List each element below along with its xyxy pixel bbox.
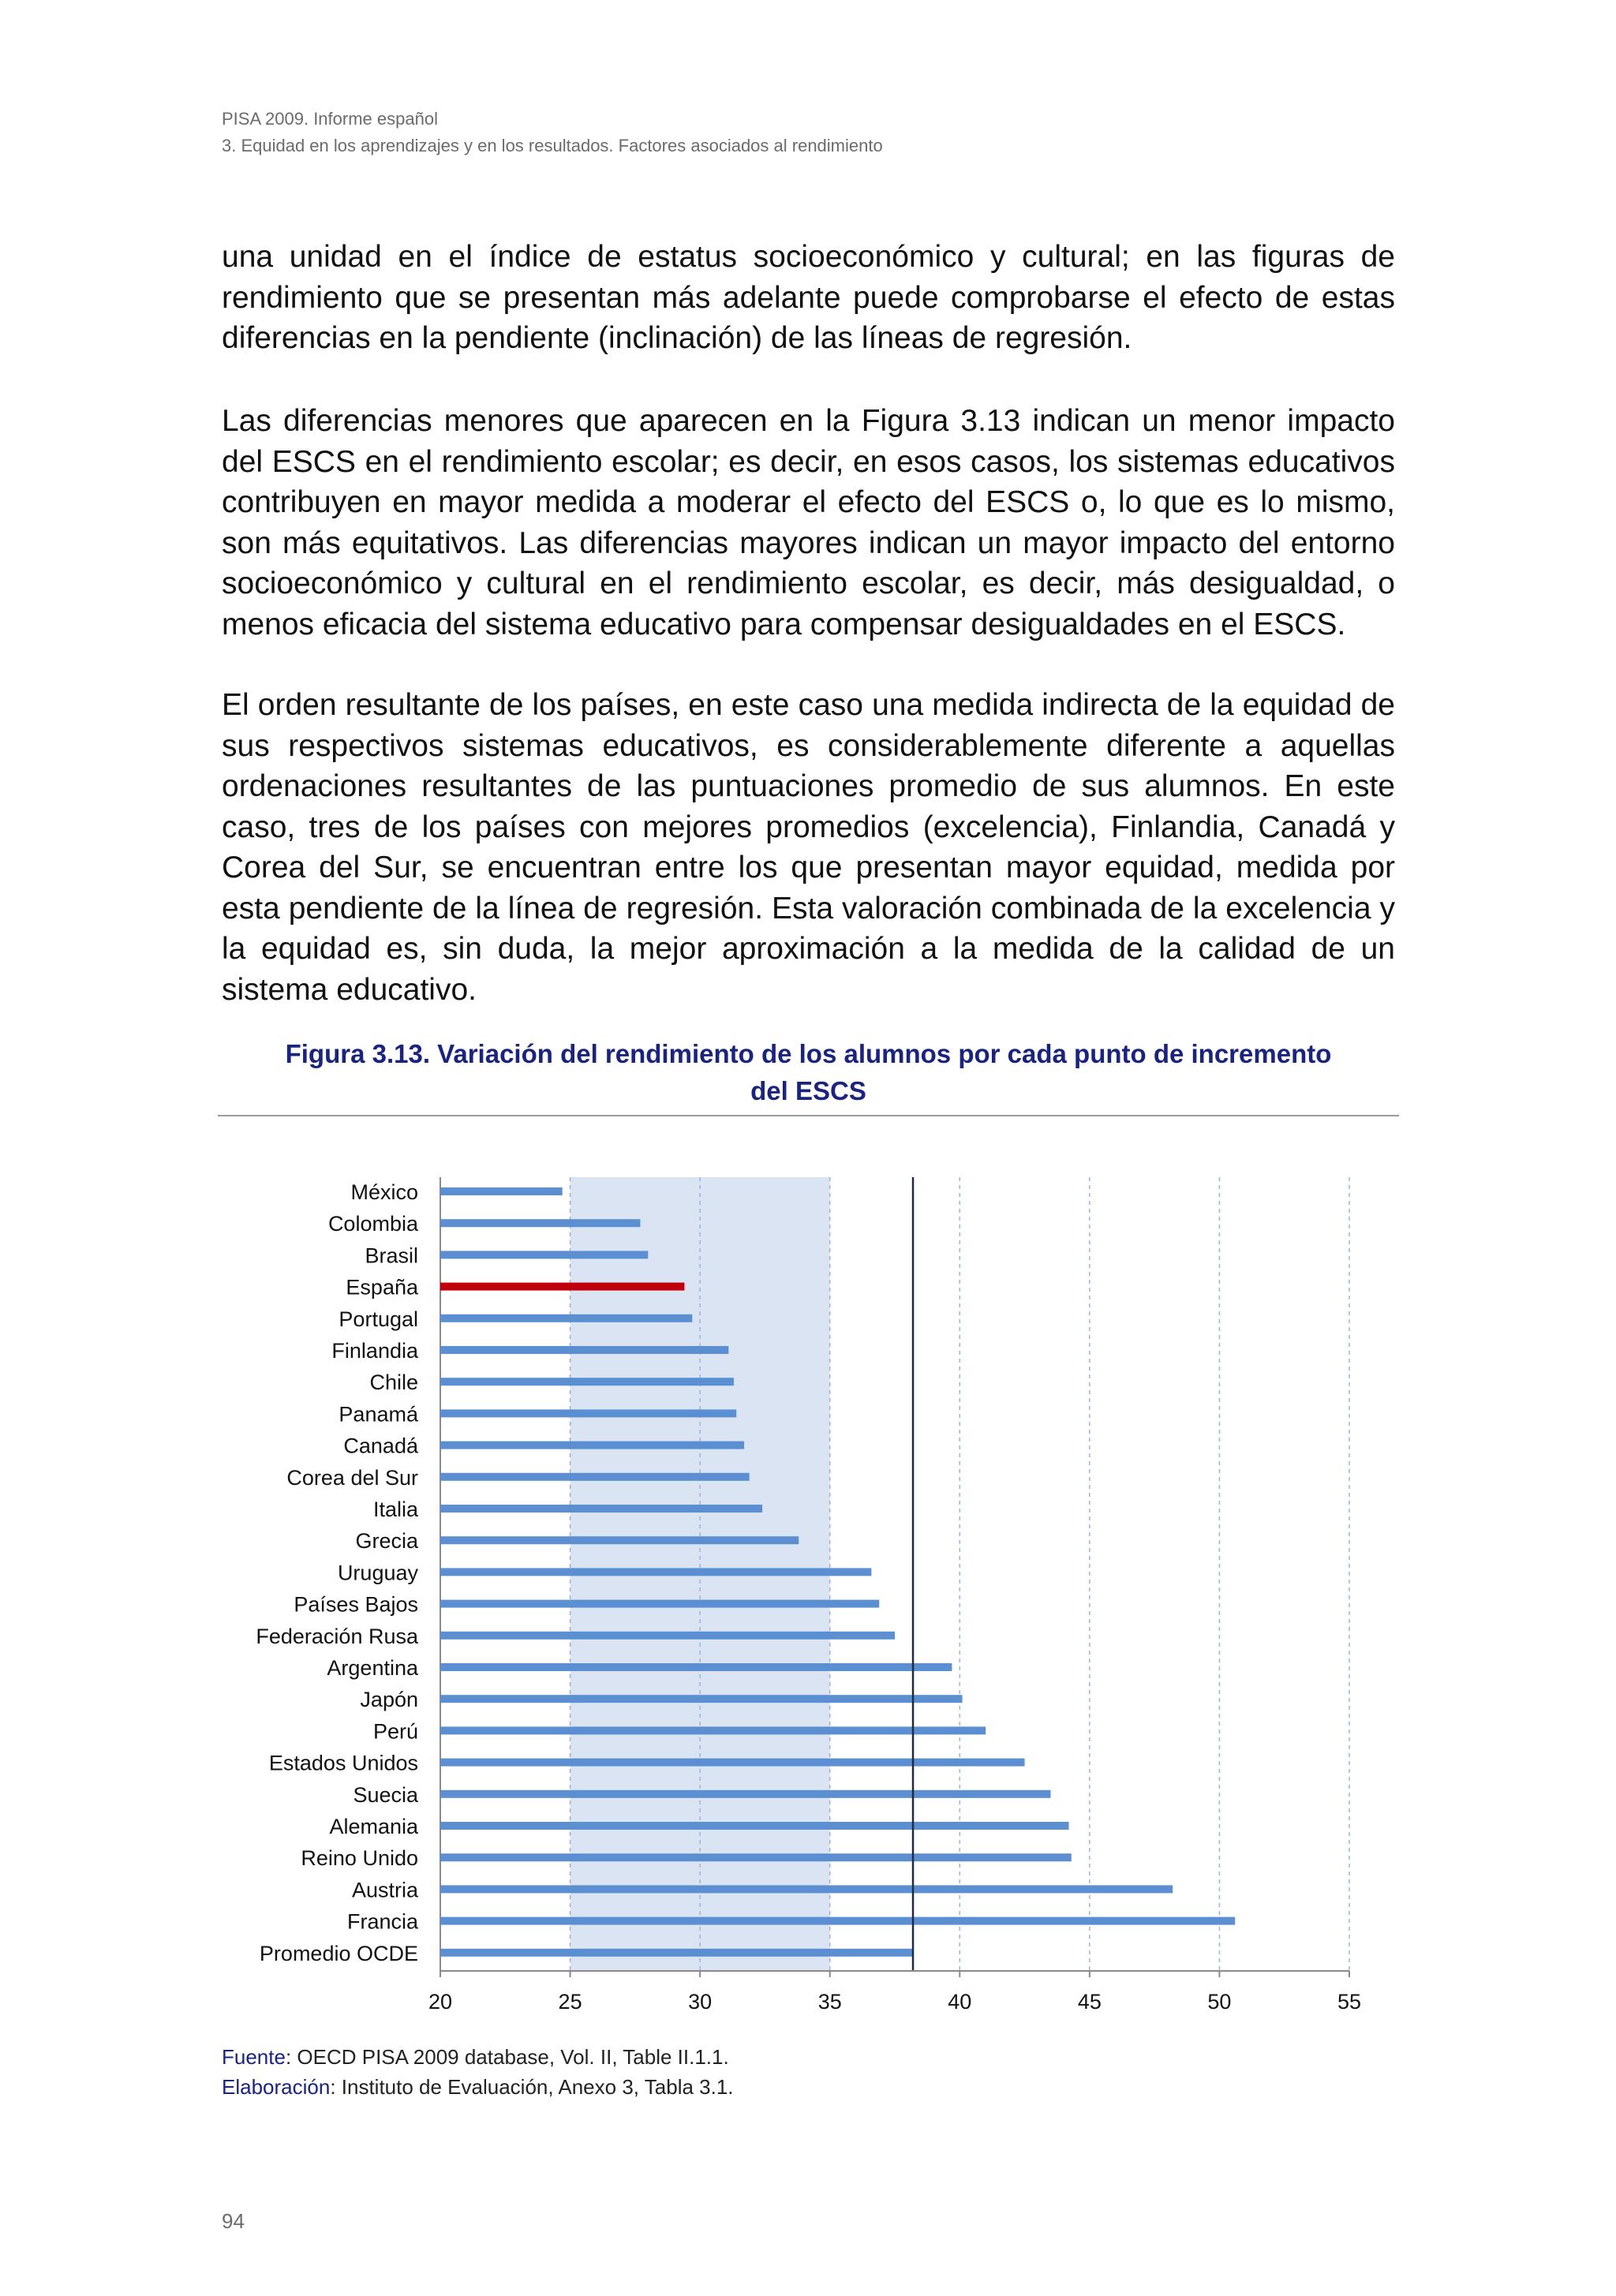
category-label: Canadá xyxy=(343,1434,418,1458)
page-number: 94 xyxy=(222,2209,245,2233)
category-label: Francia xyxy=(346,1909,418,1934)
elaboration-line xyxy=(222,2072,734,2102)
x-tick-label: 35 xyxy=(817,1990,842,2014)
bar-portugal xyxy=(440,1314,692,1322)
category-label: Estados Unidos xyxy=(268,1751,418,1775)
bar-argentina xyxy=(440,1663,952,1671)
category-label: Panamá xyxy=(339,1402,418,1427)
bar-promedio-ocde xyxy=(440,1949,913,1957)
category-label: Finlandia xyxy=(331,1339,418,1363)
bar-perú xyxy=(440,1726,986,1734)
category-label: Alemania xyxy=(329,1815,418,1838)
figure-source xyxy=(222,2042,734,2102)
bar-canadá xyxy=(440,1442,744,1449)
bar-méxico xyxy=(440,1187,563,1195)
running-header xyxy=(222,106,883,159)
category-label: Países Bajos xyxy=(294,1592,418,1617)
source-line xyxy=(222,2042,734,2072)
paragraph-3: El orden resultante de los países, en este caso una medida indirecta de la equidad de sus respectivos sistemas educativos, es considerablemente diferente a aquellas ordenaciones resultantes de las puntuaciones promedio de sus alumnos. En este caso, tres de los países con mejores promedios (excelencia), Finlandia, Canadá y Corea del Sur, se encuentran entre los que presentan mayor equidad, medida por esta pendiente de la línea de regresión. Esta valoración combinada de la excelencia y la equidad es, sin duda, la mejor aproximación a la medida de la calidad de un sistema educativo. xyxy=(222,688,1395,1007)
x-tick-label: 25 xyxy=(558,1990,582,2014)
source-text: : OECD PISA 2009 database, Vol. II, Table II.1.1. xyxy=(285,2045,729,2069)
category-label: Brasil xyxy=(365,1243,418,1268)
bar-reino-unido xyxy=(440,1853,1072,1861)
category-label: Italia xyxy=(372,1498,418,1521)
category-label: Federación Rusa xyxy=(256,1624,418,1648)
category-label: México xyxy=(350,1180,418,1204)
bar-finlandia xyxy=(440,1346,728,1354)
elaboration-label: Elaboración xyxy=(222,2075,331,2099)
category-label: España xyxy=(346,1275,418,1299)
category-label: Reino Unido xyxy=(301,1846,418,1871)
shaded-band xyxy=(570,1177,830,1971)
figure-title xyxy=(222,1035,1395,1109)
bar-países-bajos xyxy=(440,1600,879,1608)
bar-francia xyxy=(440,1917,1235,1925)
bar-panamá xyxy=(440,1409,736,1417)
figure-divider xyxy=(218,1115,1399,1116)
category-label: Colombia xyxy=(327,1212,418,1236)
bar-japón xyxy=(440,1695,963,1703)
bar-chile xyxy=(440,1378,734,1385)
figure-title-line-1: Figura 3.13. Variación del rendimiento de los alumnos por cada punto de incremento xyxy=(285,1039,1332,1068)
category-label: Corea del Sur xyxy=(286,1465,418,1490)
category-label: Suecia xyxy=(353,1782,418,1807)
paragraph-1: una unidad en el índice de estatus socioeconómico y cultural; en las figuras de rendimiento que se presentan más adelante puede comprobarse el efecto de estas diferencias en la pendiente (inclinación) de las líneas de regresión. xyxy=(222,240,1395,355)
bar-austria xyxy=(440,1885,1173,1893)
bar-italia xyxy=(440,1505,762,1513)
bar-brasil xyxy=(440,1251,648,1258)
category-label: Chile xyxy=(369,1370,418,1395)
category-label: Promedio OCDE xyxy=(259,1941,418,1965)
header-line-1: PISA 2009. Informe español xyxy=(222,109,438,129)
x-tick-label: 40 xyxy=(948,1990,972,2014)
source-label: Fuente xyxy=(222,2045,286,2069)
x-tick-label: 30 xyxy=(688,1990,713,2014)
elaboration-text: : Instituto de Evaluación, Anexo 3, Tabla 3.1. xyxy=(330,2075,734,2099)
category-label: Austria xyxy=(351,1878,418,1902)
x-tick-label: 20 xyxy=(428,1990,453,2014)
bar-grecia xyxy=(440,1536,799,1544)
bar-uruguay xyxy=(440,1568,871,1576)
category-label: Perú xyxy=(372,1719,418,1744)
category-label: Grecia xyxy=(355,1529,418,1554)
bar-colombia xyxy=(440,1219,640,1227)
paragraph-2: Las diferencias menores que aparecen en la Figura 3.13 indican un menor impacto del ESCS en el rendimiento escolar; es decir, en esos casos, los sistemas educativos contribuyen en mayor medida a moderar el efecto del ESCS o, lo que es lo mismo, son más equitativos. Las diferencias mayores indican un mayor impacto del entorno socioeconómico y cultural en el rendimiento escolar, es decir, más desigualdad, o menos eficacia del sistema educativo para compensar desigualdades en el ESCS. xyxy=(222,404,1395,641)
category-label: Uruguay xyxy=(337,1561,418,1585)
x-tick-label: 50 xyxy=(1207,1990,1232,2014)
bar-españa xyxy=(440,1283,684,1291)
bar-federación-rusa xyxy=(440,1632,895,1640)
header-line-2: 3. Equidad en los aprendizajes y en los resultados. Factores asociados al rendimiento xyxy=(222,136,883,155)
category-label: Japón xyxy=(360,1688,418,1712)
bar-alemania xyxy=(440,1822,1069,1830)
category-label: Argentina xyxy=(327,1656,418,1680)
bar-corea-del-sur xyxy=(440,1473,750,1481)
bar-suecia xyxy=(440,1790,1050,1798)
bar-estados-unidos xyxy=(440,1759,1025,1767)
x-tick-label: 45 xyxy=(1077,1990,1102,2014)
figure-title-line-2: del ESCS xyxy=(750,1076,866,1105)
category-label: Portugal xyxy=(339,1307,418,1331)
x-tick-label: 55 xyxy=(1337,1990,1362,2014)
